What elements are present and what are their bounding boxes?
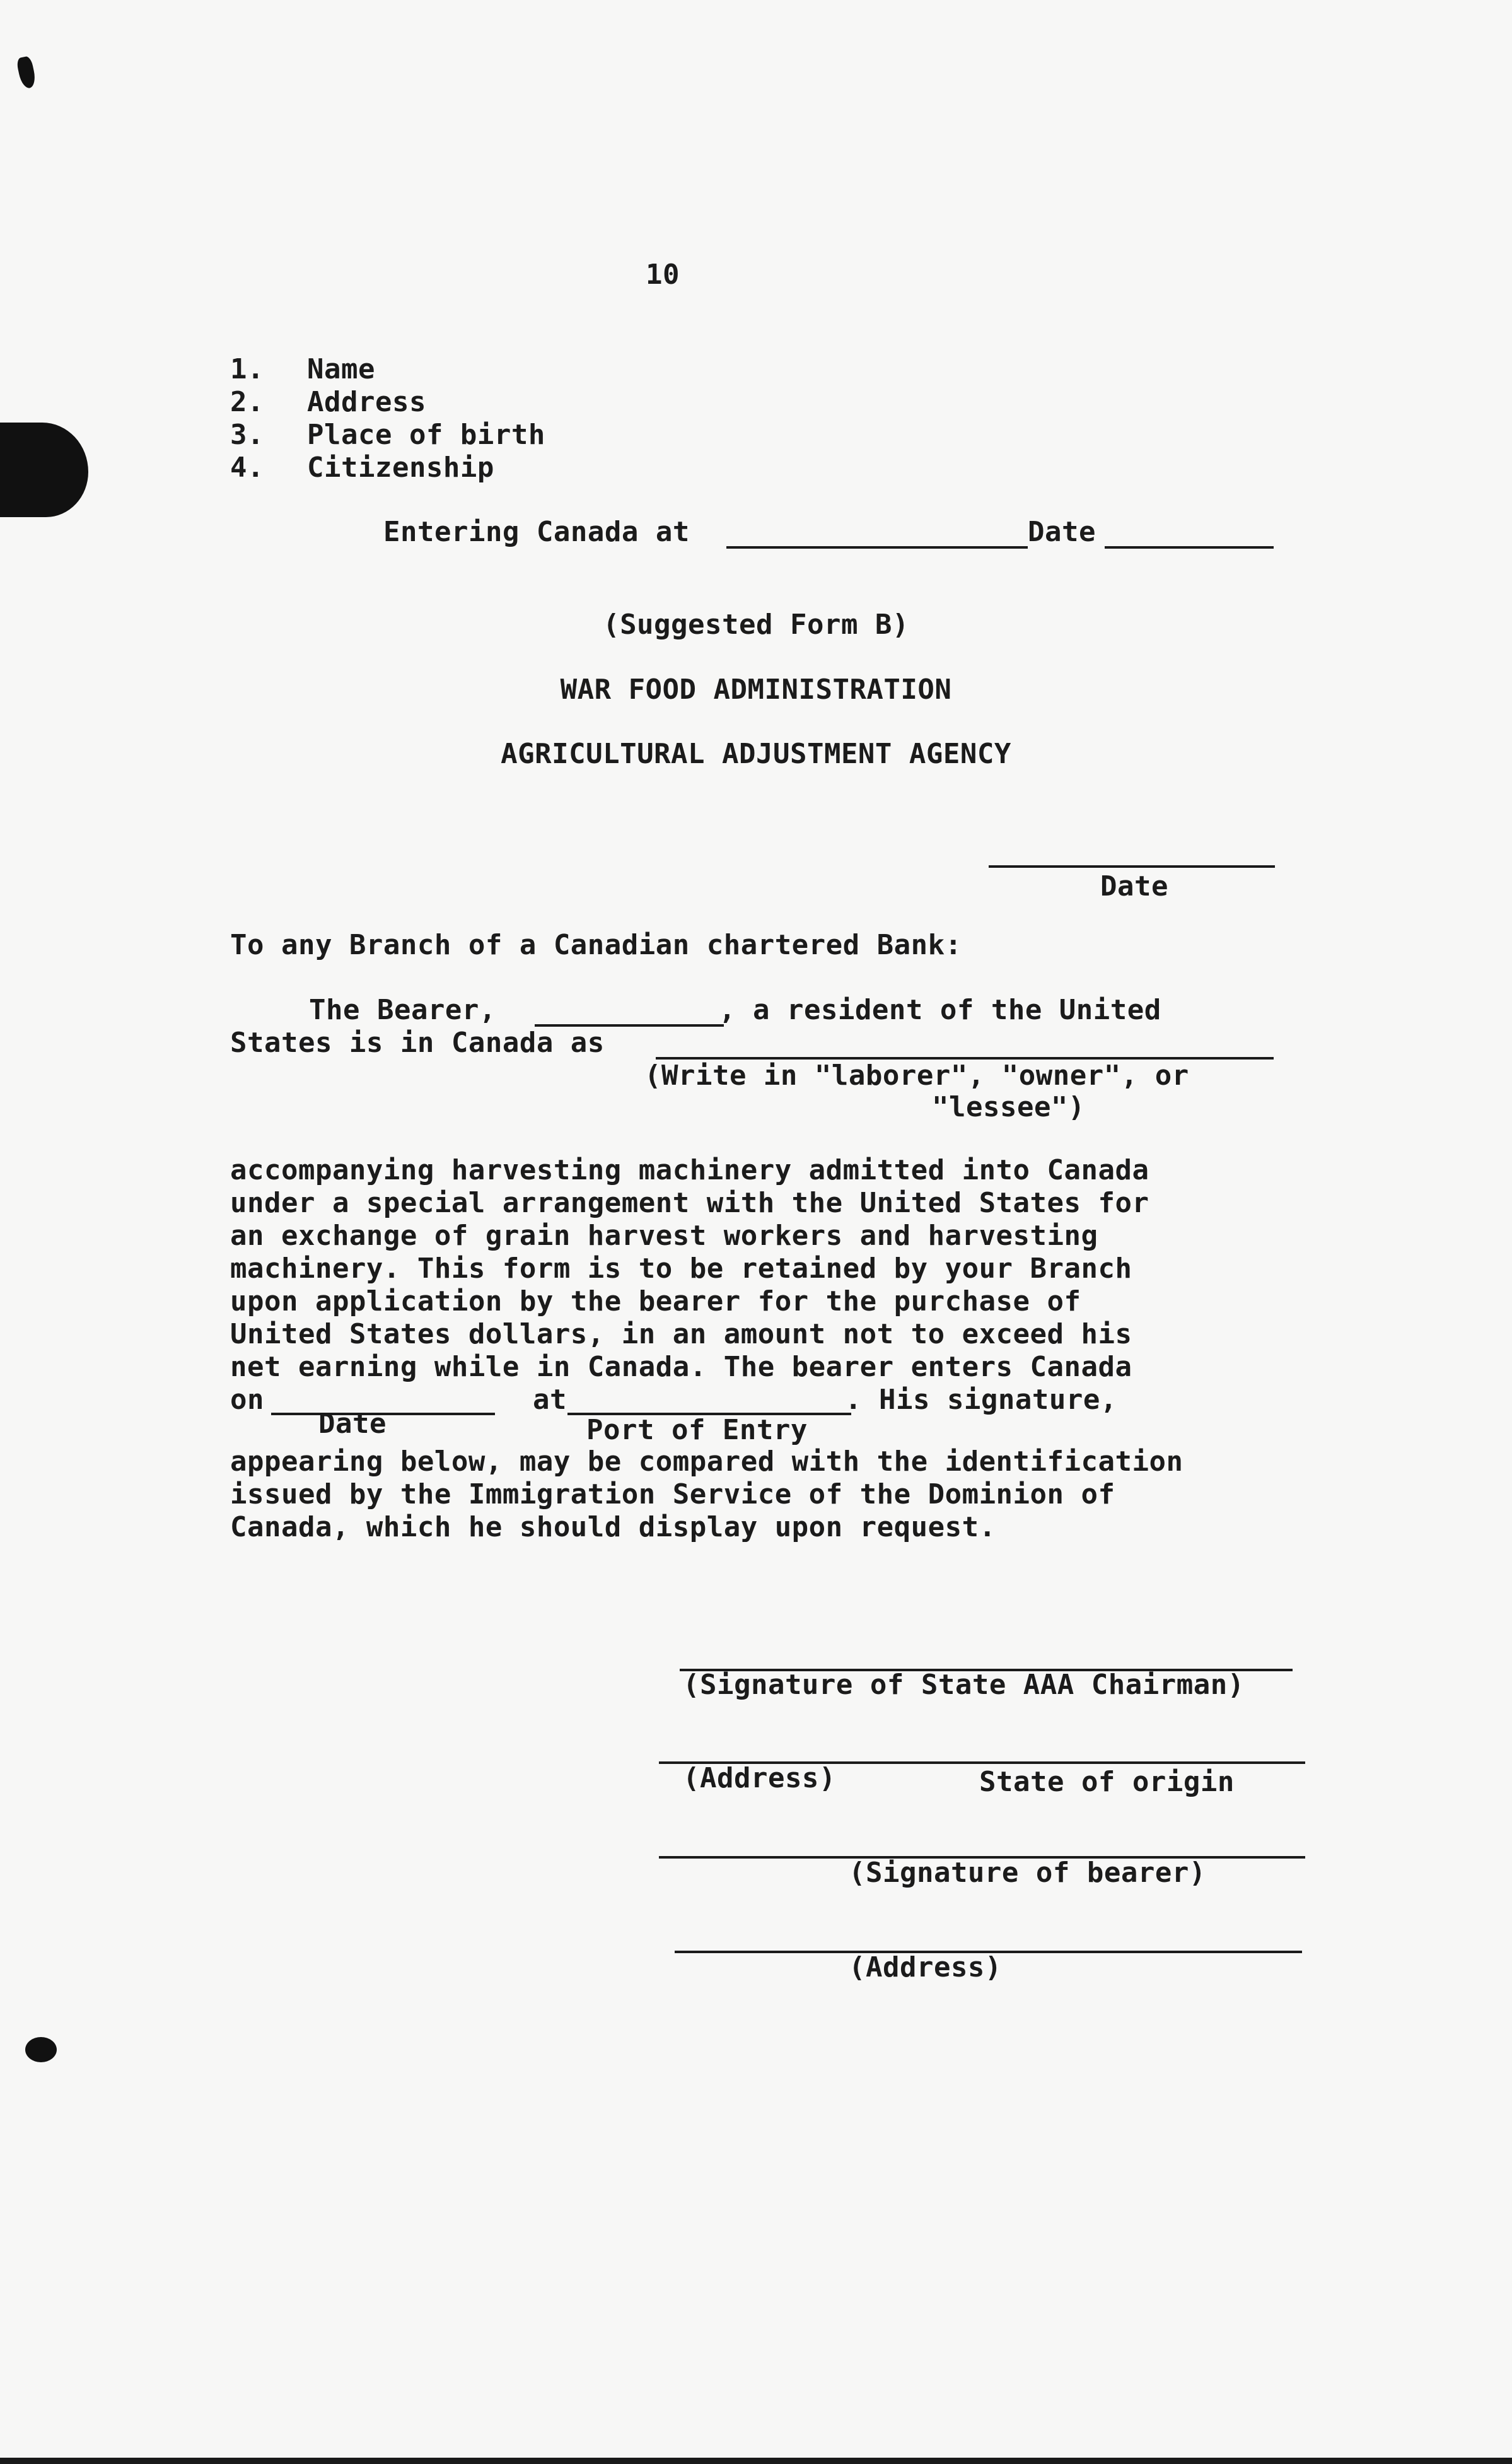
bearer-prefix: The Bearer, [309, 994, 496, 1026]
form-heading: (Suggested Form B) [603, 609, 909, 641]
salutation: To any Branch of a Canadian chartered Bank: [230, 929, 962, 961]
bearer-signature-caption: (Signature of bearer) [849, 1857, 1206, 1889]
body-line: United States dollars, in an amount not to exceed his [230, 1318, 1132, 1350]
body-line: an exchange of grain harvest workers and harvesting [230, 1220, 1098, 1252]
chairman-signature-caption: (Signature of State AAA Chairman) [683, 1669, 1245, 1701]
agency-heading-1: WAR FOOD ADMINISTRATION [560, 674, 952, 706]
closing-line: appearing below, may be compared with the identification [230, 1445, 1183, 1478]
closing-line: Canada, which he should display upon request. [230, 1511, 996, 1543]
bearer-note-2: "lessee") [932, 1091, 1085, 1123]
entry-date-caption: Date [318, 1408, 387, 1440]
scan-bottom-edge [0, 2458, 1512, 2464]
entry-port-caption: Port of Entry [586, 1414, 808, 1446]
entering-label: Entering Canada at [383, 516, 690, 548]
state-of-origin-caption: State of origin [979, 1766, 1235, 1798]
body-line: under a special arrangement with the United States for [230, 1187, 1149, 1219]
body-line: machinery. This form is to be retained by your Branch [230, 1252, 1132, 1285]
body-line: upon application by the bearer for the purchase of [230, 1285, 1081, 1317]
top-date-label: Date [1100, 870, 1168, 902]
chairman-address-caption: (Address) [683, 1762, 836, 1794]
page-number: 10 [646, 259, 680, 291]
list-item: Name [307, 353, 375, 385]
ink-dot-left [25, 2037, 57, 2062]
bearer-suffix: , a resident of the United [719, 994, 1161, 1026]
list-number: 3. [230, 419, 264, 451]
entry-tail: . His signature, [845, 1384, 1117, 1416]
ink-blot-left [0, 423, 88, 517]
bearer-line2: States is in Canada as [230, 1027, 605, 1059]
list-number: 4. [230, 452, 264, 484]
entry-at: at [533, 1384, 567, 1416]
body-line: accompanying harvesting machinery admitted into Canada [230, 1154, 1149, 1186]
list-number: 1. [230, 353, 264, 385]
list-item: Address [307, 386, 426, 418]
agency-heading-2: AGRICULTURAL ADJUSTMENT AGENCY [501, 738, 1011, 770]
bearer-address-caption: (Address) [849, 1951, 1002, 1983]
entry-on: on [230, 1384, 264, 1416]
body-line: net earning while in Canada. The bearer enters Canada [230, 1351, 1132, 1383]
ink-mark-top-left [16, 55, 37, 90]
entering-date-blank [1105, 546, 1274, 549]
bearer-note-1: (Write in "laborer", "owner", or [644, 1060, 1189, 1092]
list-item: Place of birth [307, 419, 545, 451]
list-item: Citizenship [307, 452, 494, 484]
closing-line: issued by the Immigration Service of the Dominion of [230, 1478, 1115, 1510]
entering-port-blank [726, 546, 1028, 549]
entering-date-label: Date [1028, 516, 1096, 548]
top-date-blank [989, 865, 1275, 868]
list-number: 2. [230, 386, 264, 418]
